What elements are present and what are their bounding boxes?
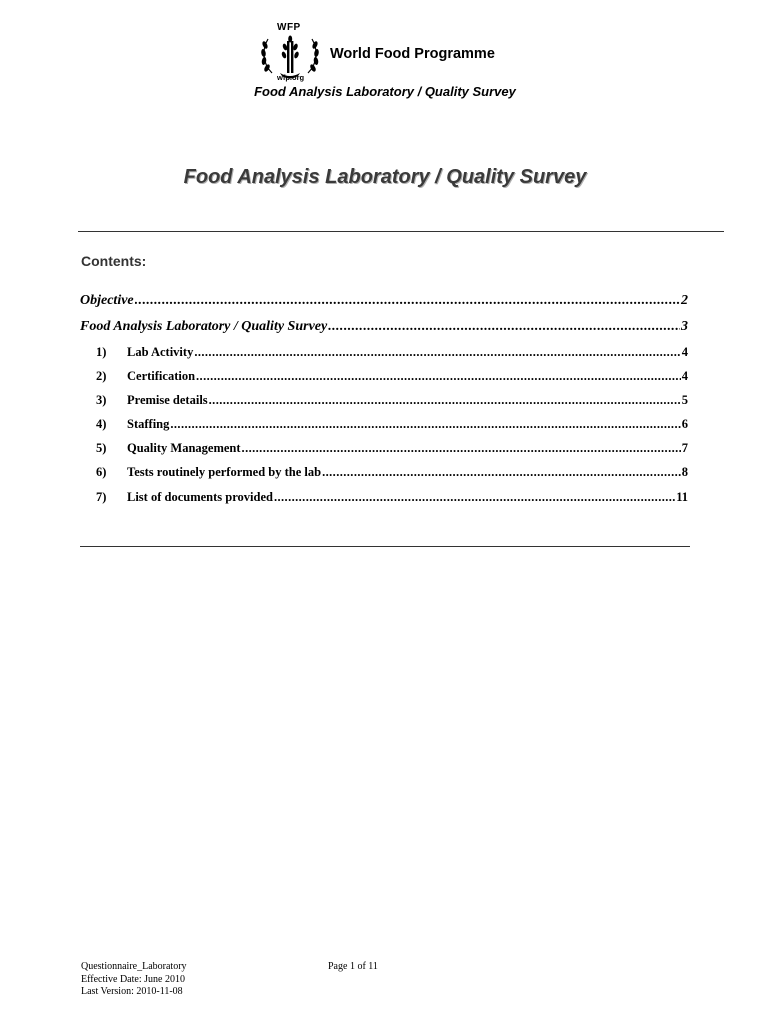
toc-entry-number: 2) xyxy=(96,369,107,383)
toc-entry-label: Objective xyxy=(80,293,134,308)
toc-entry-number: 6) xyxy=(96,465,107,479)
divider-top xyxy=(78,231,724,232)
logo-site: wfp.org xyxy=(277,73,305,82)
toc-leader-dots xyxy=(194,345,680,360)
toc-entry-premise-details[interactable] xyxy=(96,393,688,408)
toc-leader-dots xyxy=(328,319,680,335)
toc-entry-label: Quality Management xyxy=(127,441,241,455)
toc-entry-page: 3 xyxy=(681,319,688,334)
toc-entry-certification[interactable] xyxy=(96,369,688,384)
toc-entry-label: Lab Activity xyxy=(127,345,194,359)
toc-entry-objective[interactable] xyxy=(80,293,688,309)
toc-entry-label: List of documents provided xyxy=(127,490,273,504)
logo-top-text: WFP xyxy=(277,22,301,33)
toc-leader-dots xyxy=(196,369,681,384)
toc-entry-food-analysis-survey[interactable] xyxy=(80,319,688,335)
toc-entry-label: Staffing xyxy=(127,417,170,431)
toc-leader-dots xyxy=(274,490,675,505)
footer-doc-name: Questionnaire_Laboratory xyxy=(81,961,187,972)
toc-entry-label: Premise details xyxy=(127,393,208,407)
footer-last-version: Last Version: 2010-11-08 xyxy=(81,986,183,997)
toc-entry-page: 8 xyxy=(681,465,688,479)
header-title: Food Analysis Laboratory / Quality Survey xyxy=(254,84,516,99)
toc-entry-label: Food Analysis Laboratory / Quality Survey xyxy=(80,319,328,334)
toc-entry-number: 7) xyxy=(96,490,107,504)
toc-entry-number: 4) xyxy=(96,417,107,431)
footer-page-number: Page 1 of 11 xyxy=(328,961,378,972)
footer-document-info xyxy=(81,961,187,999)
toc-entry-page: 7 xyxy=(681,441,688,455)
toc-leader-dots xyxy=(242,441,681,456)
toc-entry-staffing[interactable] xyxy=(96,417,688,432)
footer-effective-date: Effective Date: June 2010 xyxy=(81,973,185,985)
toc-entry-page: 4 xyxy=(681,345,688,359)
toc-entry-page: 2 xyxy=(681,293,688,308)
toc-entry-documents-provided[interactable] xyxy=(96,490,688,505)
logo-org-name: World Food Programme xyxy=(330,46,495,62)
toc-entry-page: 4 xyxy=(681,369,688,383)
toc-entry-page: 11 xyxy=(676,490,688,504)
toc-leader-dots xyxy=(209,393,681,408)
toc-leader-dots xyxy=(322,465,681,480)
toc-entry-page: 6 xyxy=(681,417,688,431)
document-title: Food Analysis Laboratory / Quality Survey xyxy=(183,166,587,188)
wfp-logo xyxy=(258,22,518,86)
toc-entry-number: 1) xyxy=(96,345,107,359)
toc-leader-dots xyxy=(170,417,680,432)
toc-entry-lab-activity[interactable] xyxy=(96,345,688,360)
toc-entry-tests-performed[interactable] xyxy=(96,465,688,480)
toc-entry-label: Tests routinely performed by the lab xyxy=(127,465,322,479)
toc-leader-dots xyxy=(135,293,680,309)
toc-entry-number: 3) xyxy=(96,393,107,407)
toc-entry-number: 5) xyxy=(96,441,107,455)
toc-entry-label: Certification xyxy=(127,369,196,383)
divider-bottom xyxy=(80,546,690,547)
contents-label: Contents: xyxy=(81,253,147,269)
toc-entry-page: 5 xyxy=(681,393,688,407)
toc-entry-quality-management[interactable] xyxy=(96,441,688,456)
